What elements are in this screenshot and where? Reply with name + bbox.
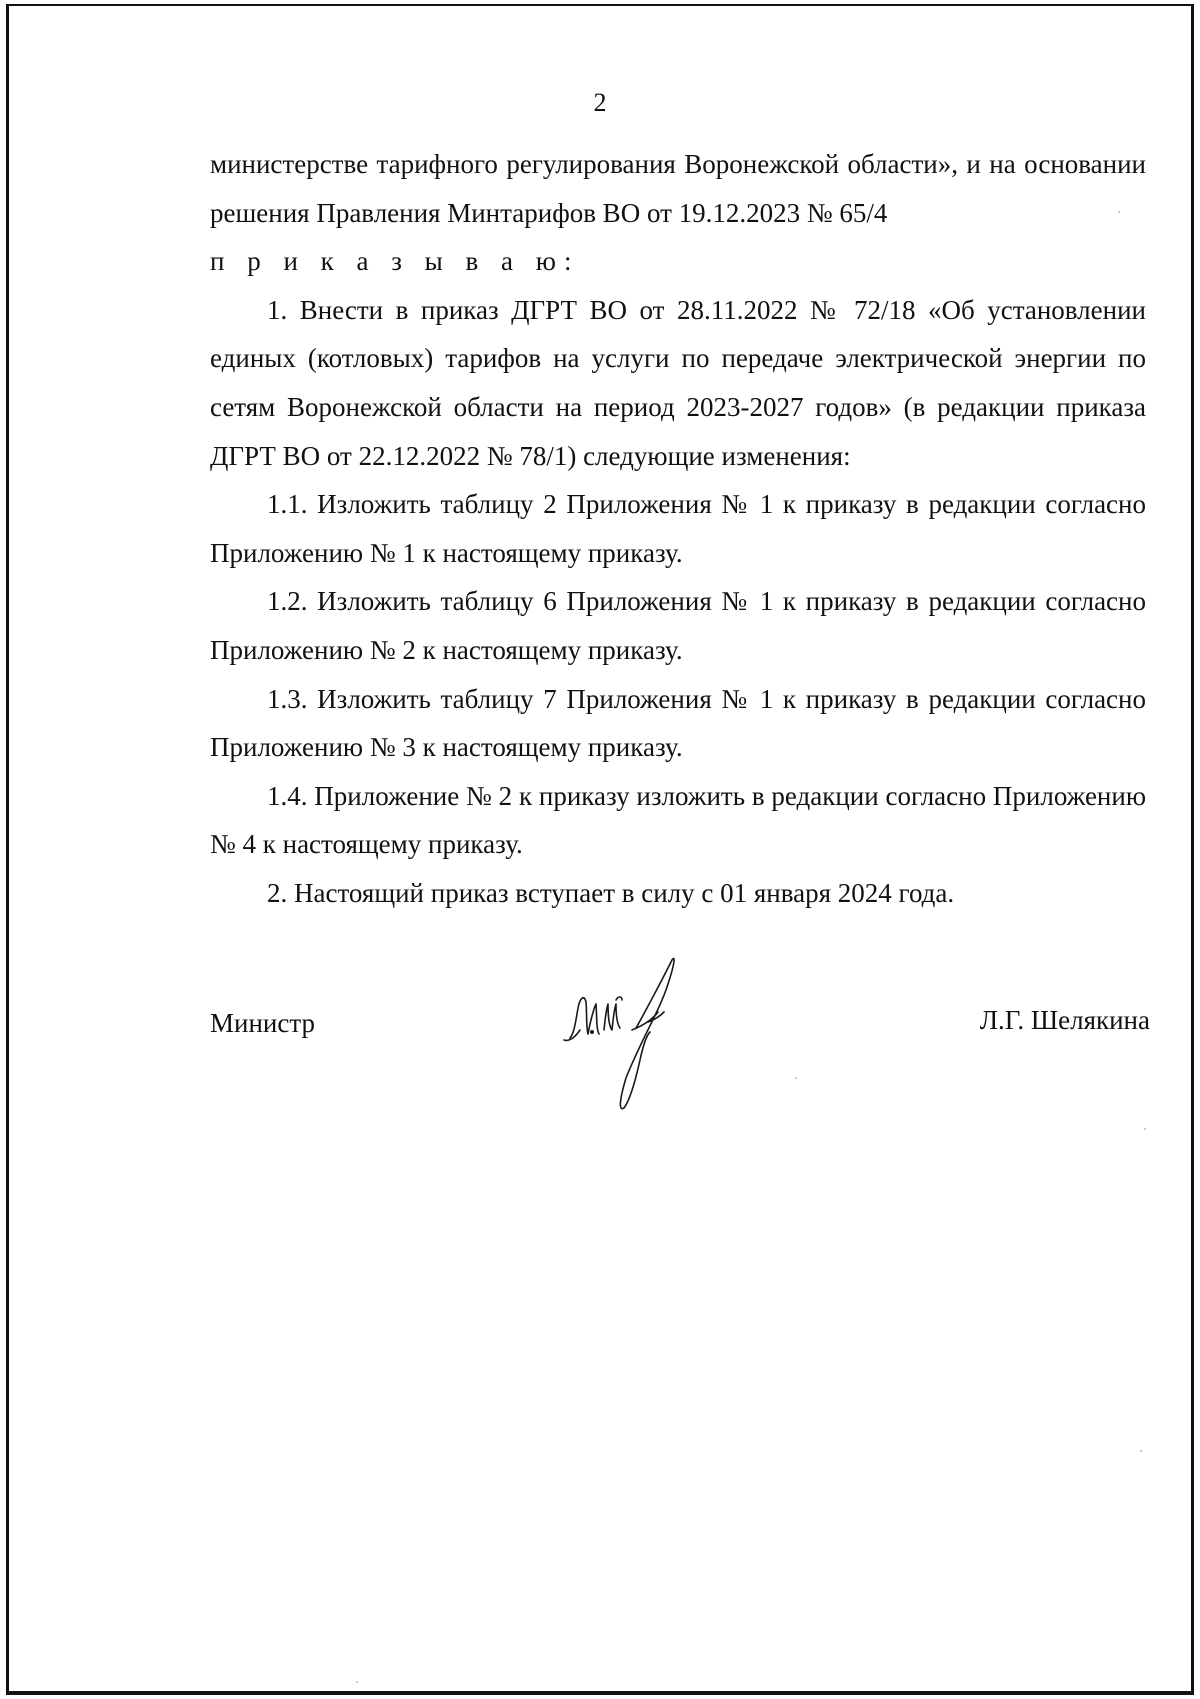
document-body: [210, 140, 1146, 918]
signatory-name: Л.Г. Шелякина: [979, 1005, 1150, 1035]
paragraph-item-1: 1. Внести в приказ ДГРТ ВО от 28.11.2022 № 72/18 «Об установлении единых (котловых) тарифов на услуги по передаче электрической энергии по сетям Воронежской области на период 2023-2027 годов» (в редакции приказа ДГРТ ВО от 22.12.2022 № 78/1) следующие изменения:: [210, 294, 1146, 471]
paragraph-item-1-2: 1.2. Изложить таблицу 6 Приложения № 1 к приказу в редакции согласно Приложению № 2 к настоящему приказу.: [210, 586, 1146, 665]
page-number: 2: [593, 88, 607, 117]
paragraph-item-1-1: 1.1. Изложить таблицу 2 Приложения № 1 к приказу в редакции согласно Приложению № 1 к настоящему приказу.: [210, 489, 1146, 568]
signature-block: [210, 950, 1150, 1120]
scan-speck: [1118, 211, 1120, 213]
handwritten-signature: [550, 950, 720, 1120]
signatory-title: Министр: [210, 1008, 315, 1038]
order-word: п р и к а з ы в а ю:: [210, 246, 580, 277]
paragraph-item-1-4: 1.4. Приложение № 2 к приказу изложить в редакции согласно Приложению № 4 к настоящему приказу.: [210, 780, 1146, 860]
paragraph-item-2: 2. Настоящий приказ вступает в силу с 01 января 2024 года.: [267, 877, 955, 908]
paragraph-preamble: министерстве тарифного регулирования Воронежской области», и на основании решения Правления Минтарифов ВО от 19.12.2023 № 65/4: [210, 149, 1146, 228]
scan-speck: [1144, 1128, 1146, 1130]
scan-speck: [356, 1681, 358, 1683]
paragraph-item-1-3: 1.3. Изложить таблицу 7 Приложения № 1 к приказу в редакции согласно Приложению № 3 к настоящему приказу.: [210, 683, 1146, 763]
scan-speck: [795, 1077, 797, 1079]
scan-speck: [1140, 1450, 1142, 1452]
paragraph-order-word: [210, 237, 1146, 286]
